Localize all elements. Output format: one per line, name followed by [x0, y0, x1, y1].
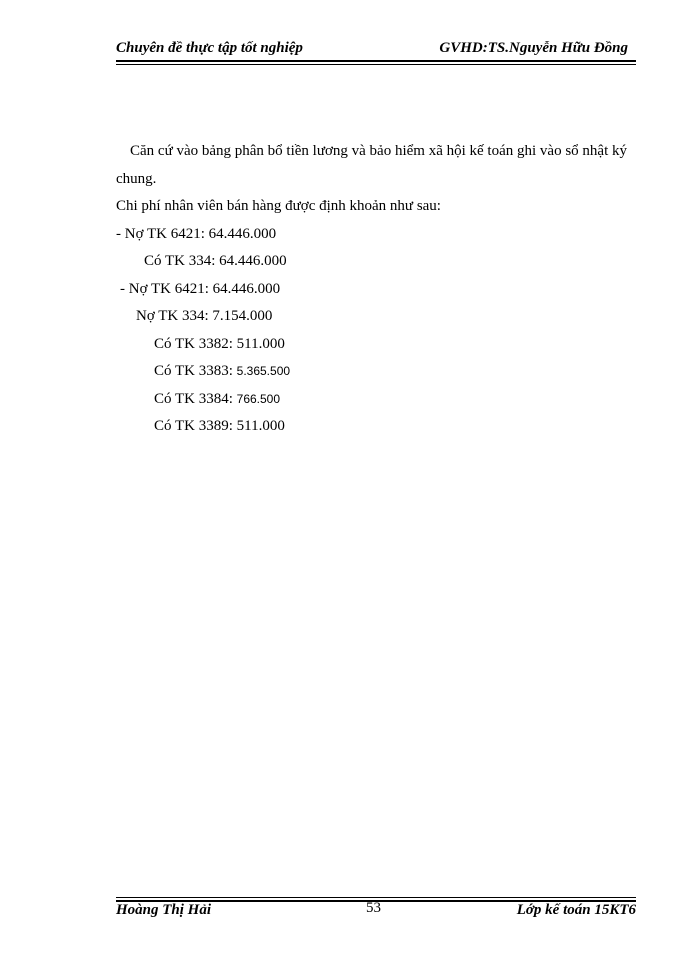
paragraph-intro: Căn cứ vào bảng phân bổ tiền lương và bảo hiểm xã hội kế toán ghi vào sổ nhật ký chung. [116, 143, 627, 187]
header-advisor: GVHD:TS.Nguyễn Hữu Đồng [439, 40, 628, 56]
credit-3383-label: Có TK 3383: [154, 363, 233, 379]
entry-2-credit-3382: Có TK 3382: 511.000 [154, 335, 285, 352]
footer-class: Lớp kế toán 15KT6 [516, 902, 636, 918]
entry-2-credit-3383 [116, 358, 636, 386]
entry-1-credit: Có TK 334: 64.446.000 [144, 253, 287, 269]
header-title: Chuyên đề thực tập tốt nghiệp [116, 40, 303, 56]
page-header [116, 40, 636, 62]
entry-1-debit: - Nợ TK 6421: 64.446.000 [116, 225, 277, 242]
entry-2-credit-3389: Có TK 3389: 511.000 [154, 418, 285, 434]
header-rule [116, 60, 636, 62]
entry-2-debit-334: Nợ TK 334: 7.154.000 [136, 308, 273, 324]
document-body [116, 138, 636, 441]
entry-2-debit: - Nợ TK 6421: 64.446.000 [120, 280, 281, 297]
credit-3383-value: 5.365.500 [236, 364, 291, 378]
page-number: 53 [366, 900, 381, 916]
footer-rule-thin [116, 897, 636, 898]
credit-3384-value: 766.500 [236, 391, 281, 406]
header-rule-thin [116, 64, 636, 65]
footer-author: Hoàng Thị Hải [116, 902, 212, 918]
credit-3384-label: Có TK 3384: [154, 390, 233, 407]
paragraph-expense-note: Chi phí nhân viên bán hàng được định khoản như sau: [116, 198, 441, 214]
entry-2-credit-3384 [116, 386, 636, 414]
